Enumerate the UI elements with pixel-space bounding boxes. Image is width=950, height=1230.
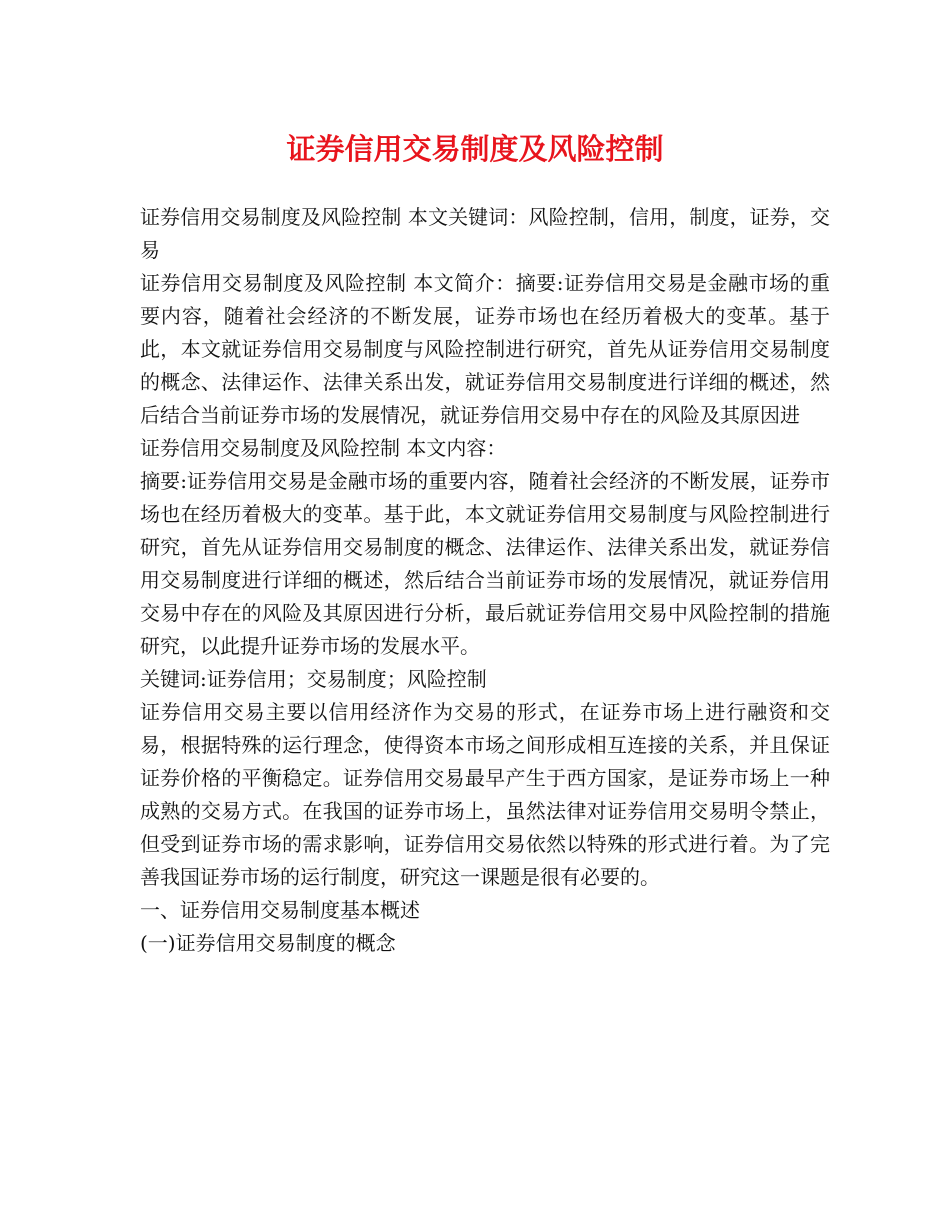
document-title: 证券信用交易制度及风险控制 [286,132,664,166]
content-heading: 证券信用交易制度及风险控制 本文内容： [140,436,507,460]
keywords-paragraph: 关键词:证券信用；交易制度；风险控制 [140,667,487,691]
abstract-paragraph: 摘要:证券信用交易是金融市场的重要内容，随着社会经济的不断发展，证券市场也在经历着极大的变革。基于此，本文就证券信用交易制度与风险控制进行研究，首先从证券信用交易制度的概念、法律运作、法律关系出发，就证券信用交易制度进行详细的概述，然后结合当前证券市场的发展情况，就证券信用交易中存在的风险及其原因进行分析，最后就证券信用交易中风险控制的措施研究，以此提升证券市场的发展水平。 [140,469,830,658]
document-body [140,201,830,960]
intro-paragraph: 证券信用交易主要以信用经济作为交易的形式，在证券市场上进行融资和交易，根据特殊的运行理念，使得资本市场之间形成相互连接的关系，并且保证证券价格的平衡稳定。证券信用交易最早产生于西方国家，是证券市场上一种成熟的交易方式。在我国的证券市场上，虽然法律对证券信用交易明令禁止，但受到证券市场的需求影响，证券信用交易依然以特殊的形式进行着。为了完善我国证券市场的运行制度，研究这一课题是很有必要的。 [140,700,830,889]
keywords-line: 证券信用交易制度及风险控制 本文关键词：风险控制，信用，制度，证券，交易 [140,205,830,262]
summary-paragraph: 证券信用交易制度及风险控制 本文简介：摘要:证券信用交易是金融市场的重要内容，随着社会经济的不断发展，证券市场也在经历着极大的变革。基于此，本文就证券信用交易制度与风险控制进行研究，首先从证券信用交易制度的概念、法律运作、法律关系出发，就证券信用交易制度进行详细的概述，然后结合当前证券市场的发展情况，就证券信用交易中存在的风险及其原因进 [140,271,830,427]
subsection-heading: (一)证券信用交易制度的概念 [140,931,396,955]
section-heading: 一、证券信用交易制度基本概述 [140,898,420,922]
